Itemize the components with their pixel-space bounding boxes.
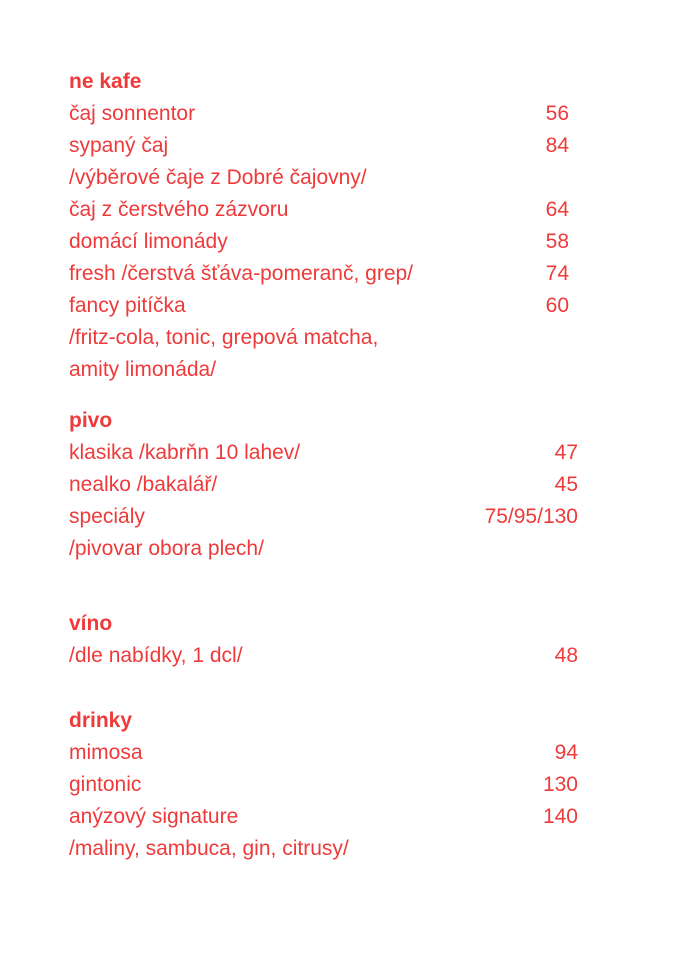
item-price: 94 — [554, 741, 578, 764]
menu-item-note — [69, 533, 589, 565]
item-price: 60 — [545, 294, 569, 317]
item-price: 130 — [542, 773, 578, 796]
menu-item — [69, 640, 589, 672]
item-price: 84 — [545, 134, 569, 157]
item-price: 56 — [545, 102, 569, 125]
item-name: /dle nabídky, 1 dcl/ — [69, 644, 243, 667]
drinks-menu — [69, 66, 589, 865]
item-note: /fritz-cola, tonic, grepová matcha, — [69, 326, 379, 349]
item-price: 58 — [545, 230, 569, 253]
section-drinky — [69, 705, 589, 865]
section-spacer — [69, 672, 589, 705]
section-title: drinky — [69, 709, 133, 732]
item-name: sypaný čaj — [69, 134, 169, 157]
item-name: čaj sonnentor — [69, 102, 196, 125]
section-pivo — [69, 405, 589, 565]
section-vino — [69, 608, 589, 672]
section-title: ne kafe — [69, 70, 142, 93]
item-price: 74 — [545, 262, 569, 285]
menu-item — [69, 130, 589, 162]
item-name: čaj z čerstvého zázvoru — [69, 198, 289, 221]
menu-item — [69, 469, 589, 501]
item-name: anýzový signature — [69, 805, 239, 828]
section-title: pivo — [69, 409, 113, 432]
menu-item — [69, 769, 589, 801]
item-note: /maliny, sambuca, gin, citrusy/ — [69, 837, 349, 860]
item-name: gintonic — [69, 773, 142, 796]
section-spacer — [69, 386, 589, 405]
item-name: fancy pitíčka — [69, 294, 186, 317]
menu-item — [69, 194, 589, 226]
menu-item — [69, 801, 589, 833]
section-spacer — [69, 565, 589, 608]
menu-item-note — [69, 162, 589, 194]
menu-item — [69, 737, 589, 769]
menu-item-note — [69, 354, 589, 386]
menu-item — [69, 437, 589, 469]
section-ne-kafe — [69, 66, 589, 386]
item-note: amity limonáda/ — [69, 358, 217, 381]
item-note: /pivovar obora plech/ — [69, 537, 264, 560]
menu-item — [69, 258, 589, 290]
item-name: mimosa — [69, 741, 143, 764]
item-name: speciály — [69, 505, 145, 528]
menu-item-note — [69, 322, 589, 354]
menu-item — [69, 290, 589, 322]
item-name: fresh /čerstvá šťáva-pomeranč, grep/ — [69, 262, 414, 285]
item-price: 48 — [554, 644, 578, 667]
menu-item — [69, 98, 589, 130]
menu-item — [69, 501, 589, 533]
item-price: 45 — [554, 473, 578, 496]
item-price: 140 — [542, 805, 578, 828]
menu-item — [69, 226, 589, 258]
section-title: víno — [69, 612, 113, 635]
item-price: 75/95/130 — [484, 505, 578, 528]
item-name: domácí limonády — [69, 230, 228, 253]
item-price: 47 — [554, 441, 578, 464]
item-name: klasika /kabrňn 10 lahev/ — [69, 441, 301, 464]
item-price: 64 — [545, 198, 569, 221]
item-note: /výběrové čaje z Dobré čajovny/ — [69, 166, 367, 189]
menu-item-note — [69, 833, 589, 865]
item-name: nealko /bakalář/ — [69, 473, 218, 496]
